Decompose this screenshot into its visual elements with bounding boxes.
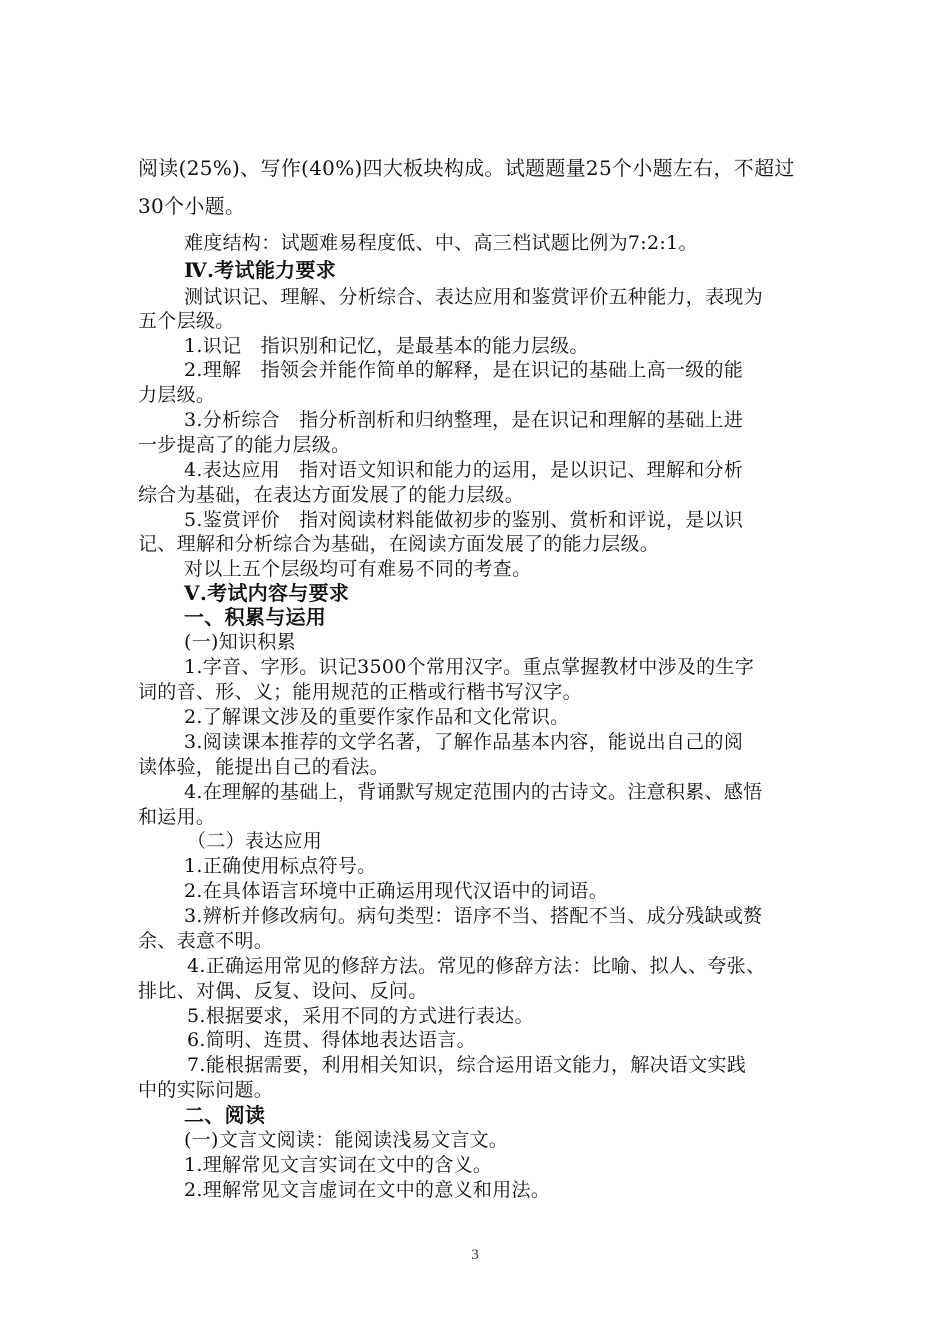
text-line: 4.正确运用常见的修辞方法。常见的修辞方法：比喻、拟人、夸张、 (187, 955, 766, 977)
text-line: 2.在具体语言环境中正确运用现代汉语中的词语。 (184, 880, 609, 902)
section-heading: Ⅳ.考试能力要求 (184, 258, 337, 282)
text-line: 1.字音、字形。识记3500个常用汉字。重点掌握教材中涉及的生字 (184, 656, 755, 678)
text-line: 和运用。 (138, 806, 216, 828)
text-line: 读体验，能提出自己的看法。 (138, 756, 389, 778)
text-line: 记、理解和分析综合为基础，在阅读方面发展了的能力层级。 (138, 533, 660, 555)
text-line: 30个小题。 (138, 194, 246, 218)
text-line: 词的音、形、义；能用规范的正楷或行楷书写汉字。 (138, 681, 582, 703)
text-line: 五个层级。 (138, 310, 235, 332)
page-number: 3 (471, 1247, 479, 1263)
text-line: 阅读(25%)、写作(40%)四大板块构成。试题题量25个小题左右，不超过 (138, 156, 795, 180)
section-heading: Ⅴ.考试内容与要求 (184, 581, 350, 605)
text-line: 1.理解常见文言实词在文中的含义。 (184, 1154, 493, 1176)
text-line: 3.辨析并修改病句。病句类型：语序不当、搭配不当、成分残缺或赘 (184, 905, 763, 927)
text-line: 7.能根据需要，利用相关知识，综合运用语文能力，解决语文实践 (187, 1054, 747, 1076)
text-line: 测试识记、理解、分析综合、表达应用和鉴赏评价五种能力，表现为 (184, 286, 764, 308)
text-line: 1.正确使用标点符号。 (184, 855, 377, 877)
text-line: 一步提高了的能力层级。 (138, 434, 351, 456)
text-line: 1.识记 指识别和记忆，是最基本的能力层级。 (184, 335, 589, 357)
text-line: 4.表达应用 指对语文知识和能力的运用，是以识记、理解和分析 (184, 459, 744, 481)
text-line: 4.在理解的基础上，背诵默写规定范围内的古诗文。注意积累、感悟 (184, 781, 763, 803)
section-heading: 二、阅读 (184, 1103, 266, 1127)
text-line: 5.根据要求，采用不同的方式进行表达。 (187, 1005, 534, 1027)
text-line: 余、表意不明。 (138, 930, 274, 952)
text-line: 中的实际问题。 (138, 1079, 274, 1101)
subsection-heading: (一)知识积累 (184, 631, 296, 653)
text-line: 排比、对偶、反复、设问、反问。 (138, 980, 428, 1002)
text-line: 2.了解课文涉及的重要作家作品和文化常识。 (184, 706, 570, 728)
subsection-heading: (一)文言文阅读：能阅读浅易文言文。 (184, 1129, 509, 1151)
text-line: 2.理解 指领会并能作简单的解释，是在识记的基础上高一级的能 (184, 359, 744, 381)
text-line: 力层级。 (138, 384, 216, 406)
section-heading: 一、积累与运用 (184, 605, 327, 629)
text-line: 2.理解常见文言虚词在文中的意义和用法。 (184, 1179, 551, 1201)
text-line: 3.阅读课本推荐的文学名著，了解作品基本内容，能说出自己的阅 (184, 731, 744, 753)
text-line: 综合为基础，在表达方面发展了的能力层级。 (138, 484, 525, 506)
text-line: 3.分析综合 指分析剖析和归纳整理，是在识记和理解的基础上进 (184, 409, 744, 431)
text-line: 6.简明、连贯、得体地表达语言。 (187, 1029, 476, 1051)
text-line: 5.鉴赏评价 指对阅读材料能做初步的鉴别、赏析和评说，是以识 (184, 509, 744, 531)
text-line: 难度结构：试题难易程度低、中、高三档试题比例为7:2:1。 (184, 232, 698, 254)
text-line: 对以上五个层级均可有难易不同的考查。 (184, 558, 532, 580)
subsection-heading: （二）表达应用 (187, 830, 323, 852)
